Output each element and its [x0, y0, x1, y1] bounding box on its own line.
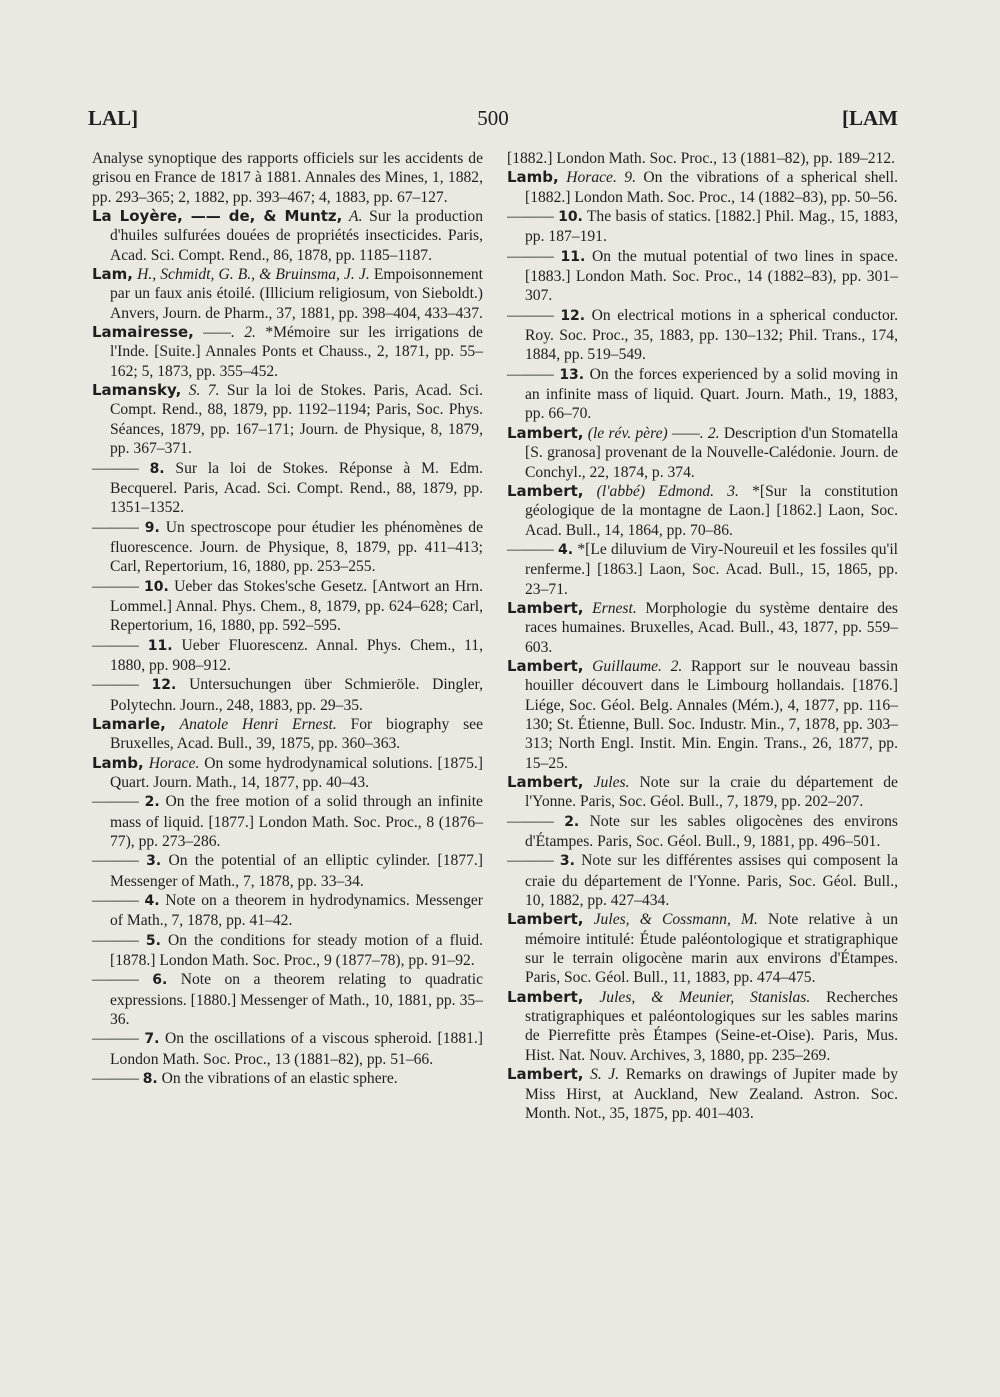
bibliography-entry: ——— 10. The basis of statics. [1882.] Phil. Mag., 15, 1883, pp. 187–191. — [507, 208, 898, 246]
bibliography-entry — [507, 1065, 898, 1123]
bibliography-entry — [507, 657, 898, 773]
entry-text: Note sur la craie du département de l'Yonne. Paris, Soc. Géol. Bull., 7, 1879, pp. 202–207. — [525, 774, 898, 811]
entry-number: 3. — [559, 853, 575, 870]
author-given: Jules, & Cossmann, M. — [593, 911, 758, 929]
bibliography-entry — [92, 381, 483, 458]
entry-number: 4. — [144, 893, 160, 910]
bibliography-entry — [92, 754, 483, 793]
entry-text: Empoisonnement par un faux anis étoilé. (Illicium religiosum, von Sieboldt.) Anvers, Journ. de Pharm., 37, 1881, pp. 398–404, 433–437. — [110, 266, 483, 322]
bibliography-entry — [507, 773, 898, 812]
entry-text: On the potential of an elliptic cylinder. [1877.] Messenger of Math., 7, 1878, pp. 33–34. — [110, 852, 483, 890]
author-name: Lambert, — [507, 598, 584, 617]
entry-text: Morphologie du système dentaire des races humaines. Bruxelles, Acad. Bull., 43, 1877, pp. 559–603. — [525, 599, 898, 656]
author-given: ——. 2. — [203, 324, 256, 342]
bibliography-entry: ——— 8. On the vibrations of an elastic sphere. — [92, 1070, 398, 1088]
entry-text: On the mutual potential of two lines in space. [1883.] London Math. Soc. Proc., 14 (1882–83), pp. 301–307. — [525, 247, 898, 305]
author-name: Lamairesse, — [92, 323, 194, 342]
entry-text: On some hydrodynamical solutions. [1875.] Quart. Journ. Math., 14, 1877, pp. 40–43. — [110, 754, 484, 791]
entry-number: 10. — [144, 578, 169, 595]
entry-text: Note relative à un mémoire intitulé: Étude paléontologique et stratigraphique sur le terrain oligocène marin aux environs d'Étampes. Paris, Soc. Géol. Bull., 11, 1883, pp. 474–475. — [525, 911, 898, 987]
entry-text: Note sur les sables oligocènes des environs d'Étampes. Paris, Soc. Géol. Bull., 9, 1881, pp. 496–501. — [525, 812, 898, 851]
bibliography-entry — [507, 482, 898, 540]
author-name: Lamb, — [507, 168, 559, 187]
entry-text: The basis of statics. [1882.] Phil. Mag., 15, 1883, pp. 187–191. — [525, 208, 898, 246]
entry-number: 11. — [560, 248, 586, 265]
entry-text: Note on a theorem relating to quadratic expressions. [1880.] Messenger of Math., 10, 1881, pp. 35–36. — [110, 971, 483, 1029]
author-given: (l'abbé) Edmond. 3. — [596, 482, 739, 500]
author-given: Guillaume. 2. — [592, 657, 683, 675]
entry-text: Ueber Fluorescenz. Annal. Phys. Chem., 11, 1880, pp. 908–912. — [110, 636, 483, 674]
entry-number: 6. — [152, 972, 168, 989]
entry-number: 7. — [144, 1031, 160, 1048]
entry-text: Sur la loi de Stokes. Paris, Acad. Sci. Compt. Rend., 88, 1879, pp. 1192–1194; Paris, Soc. Phys. Séances, 1879, pp. 167–171; Journ. de Physique, 8, 1879, pp. 367–371. — [110, 382, 483, 458]
author-given: Jules. — [593, 774, 630, 791]
author-given: (le rév. père) ——. 2. — [587, 424, 720, 442]
author-name: Lambert, — [507, 423, 584, 442]
author-given: S. J. — [590, 1066, 620, 1084]
bibliography-entry: ——— 4. *[Le diluvium de Viry-Noureuil et les fossiles qu'il renferme.] [1863.] Laon, Soc. Acad. Bull., 15, 1865, pp. 23–71. — [507, 540, 899, 598]
entry-number: 4. — [558, 541, 574, 558]
bibliography-entry — [507, 168, 898, 207]
entry-number: 9. — [144, 519, 160, 536]
bibliography-entry — [92, 715, 483, 754]
bibliography-entry: ——— 10. Ueber das Stokes'sche Gesetz. [Antwort an Hrn. Lommel.] Annal. Phys. Chem., 8, 1879, pp. 624–628; Carl, Repertorium, 16, 1880, pp. 592–595. — [92, 577, 483, 635]
header-right: [LAM — [842, 106, 898, 130]
entry-number: 10. — [558, 209, 583, 226]
bibliography-entry — [92, 323, 483, 381]
author-given: Ernest. — [592, 599, 637, 617]
entry-text: Sur la loi de Stokes. Réponse à M. Edm. Becquerel. Paris, Acad. Sci. Compt. Rend., 88, 1879, pp. 1351–1352. — [110, 459, 483, 517]
entry-text: Remarks on drawings of Jupiter made by Miss Hirst, at Auckland, New Zealand. Astron. Soc. Month. Not., 35, 1875, pp. 401–403. — [525, 1066, 898, 1122]
author-name: Lambert, — [507, 910, 584, 929]
entry-continuation — [507, 149, 898, 168]
bibliography-entry: ——— 12. On electrical motions in a spherical conductor. Roy. Soc. Proc., 35, 1883, pp. 130–132; Phil. Trans., 174, 1884, pp. 519–549. — [507, 306, 898, 364]
left-column — [92, 149, 483, 1090]
entry-number: 8. — [142, 1071, 158, 1088]
author-given: S. 7. — [188, 382, 220, 400]
entry-text: *[Sur la constitution géologique de la montagne de Laon.] [1862.] Laon, Soc. Acad. Bull., 14, 1864, pp. 70–86. — [525, 482, 899, 539]
author-given: H., Schmidt, G. B., & Bruinsma, J. J. — [137, 266, 370, 284]
author-given: Horace. 9. — [566, 169, 636, 187]
entry-text: *Mémoire sur les irrigations de l'Inde. [Suite.] Annales Ponts et Chauss., 2, 1871, pp. 55–162; 5, 1873, pp. 355–452. — [110, 324, 483, 380]
bibliography-entry: ——— 2. Note sur les sables oligocènes des environs d'Étampes. Paris, Soc. Géol. Bull., 9, 1881, pp. 496–501. — [507, 812, 898, 851]
bibliography-entry: ——— 9. Un spectroscope pour étudier les phénomènes de fluorescence. Journ. de Physique, 8, 1879, pp. 411–413; Carl, Repertorium, 16, 1880, pp. 253–255. — [92, 518, 483, 576]
bibliography-entry: ——— 5. On the conditions for steady motion of a fluid. [1878.] London Math. Soc. Proc., 9 (1877–78), pp. 91–92. — [92, 931, 483, 970]
entry-text: Note on a theorem in hydrodynamics. Messenger of Math., 7, 1878, pp. 41–42. — [110, 892, 483, 930]
entry-text: On the free motion of a solid through an infinite mass of liquid. [1877.] London Math. Soc. Proc., 8 (1876–77), pp. 273–286. — [110, 793, 483, 851]
entry-continuation — [92, 149, 483, 207]
bibliography-entry: ——— 4. Note on a theorem in hydrodynamics. Messenger of Math., 7, 1878, pp. 41–42. — [92, 892, 483, 930]
entry-number: 11. — [147, 637, 173, 654]
entry-text: Ueber das Stokes'sche Gesetz. [Antwort an Hrn. Lommel.] Annal. Phys. Chem., 8, 1879, pp. 624–628; Carl, Repertorium, 16, 1880, pp. 592–595. — [110, 577, 483, 635]
author-name: Lambert, — [507, 656, 584, 675]
bibliography-entry: ——— 3. On the potential of an elliptic cylinder. [1877.] Messenger of Math., 7, 1878, pp. 33–34. — [92, 852, 483, 890]
author-given: Jules, & Meunier, Stanislas. — [599, 988, 811, 1006]
author-name: Lambert, — [507, 773, 584, 791]
bibliography-entry: ——— 6. Note on a theorem relating to quadratic expressions. [1880.] Messenger of Math., 10, 1881, pp. 35–36. — [92, 971, 483, 1029]
bibliography-entry — [507, 988, 898, 1065]
bibliography-entry: ——— 12. Untersuchungen über Schmieröle. Dingler, Polytechn. Journ., 248, 1883, pp. 29–35. — [92, 676, 483, 714]
bibliography-entry: ——— 11. On the mutual potential of two lines in space. [1883.] London Math. Soc. Proc., 14 (1882–83), pp. 301–307. — [507, 247, 898, 305]
bibliography-entry — [507, 424, 898, 482]
author-name: Lambert, — [507, 481, 584, 500]
page-number: 500 — [477, 106, 509, 130]
author-name: La Loyère, —— de, & Muntz, — [92, 207, 343, 226]
entry-text: Description d'un Stomatella [S. granosa] provenant de la Nouvelle-Calédonie. Journ. de Conchyl., 22, 1874, p. 374. — [525, 424, 898, 481]
entry-text: Note sur les différentes assises qui composent la craie du département de l'Yonne. Paris, Soc. Géol. Bull., 10, 1882, pp. 427–434. — [525, 852, 899, 910]
entry-text: Analyse synoptique des rapports officiels sur les accidents de grisou en France de 1817 à 1881. Annales des Mines, 1, 1882, pp. 293–365; 2, 1882, pp. 393–467; 4, 1883, pp. 67–127. — [92, 150, 483, 206]
entry-text: For biography see Bruxelles, Acad. Bull., 39, 1875, pp. 360–363. — [110, 715, 483, 753]
entry-text: On the forces experienced by a solid moving in an infinite mass of liquid. Quart. Journ. Math., 19, 1883, pp. 66–70. — [525, 365, 898, 423]
entry-number: 2. — [564, 813, 580, 830]
bibliography-entry — [92, 207, 483, 265]
right-column — [507, 149, 898, 1123]
header-left: LAL] — [88, 106, 139, 130]
entry-text: *[Le diluvium de Viry-Noureuil et les fossiles qu'il renferme.] [1863.] Laon, Soc. Acad. Bull., 15, 1865, pp. 23–71. — [525, 540, 899, 598]
entry-number: 2. — [144, 794, 160, 811]
author-name: Lam, — [92, 265, 134, 284]
entry-text: Rapport sur le nouveau bassin houiller découvert dans le Limbourg hollandais. [1876.] Liége, Soc. Géol. Belg. Annales (Mém.), 4, 1877, pp. 116–130; St. Étienne, Bull. Soc. Industr. Min., 7, 1878, pp. 303–313; North Engl. Instit. Min. Engin. Trans., 26, 1877, pp. 15–25. — [525, 657, 898, 772]
bibliography-entry — [92, 265, 483, 323]
bibliography-entry: ——— 3. Note sur les différentes assises qui composent la craie du département de l'Yonne. Paris, Soc. Géol. Bull., 10, 1882, pp. 427–434. — [507, 852, 899, 910]
author-name: Lamansky, — [92, 381, 182, 400]
entry-number: 13. — [559, 366, 585, 383]
running-header — [88, 106, 898, 136]
bibliography-entry: ——— 2. On the free motion of a solid through an infinite mass of liquid. [1877.] London Math. Soc. Proc., 8 (1876–77), pp. 273–286. — [92, 793, 483, 851]
bibliography-entry: ——— 7. On the oscillations of a viscous spheroid. [1881.] London Math. Soc. Proc., 13 (1881–82), pp. 51–66. — [92, 1030, 484, 1068]
entry-text: On the vibrations of a spherical shell. [1882.] London Math. Soc. Proc., 14 (1882–83), pp. 50–56. — [525, 169, 898, 206]
author-given: A. — [349, 208, 363, 226]
bibliography-entry: ——— 8. Sur la loi de Stokes. Réponse à M. Edm. Becquerel. Paris, Acad. Sci. Compt. Rend., 88, 1879, pp. 1351–1352. — [92, 459, 483, 517]
entry-text: Untersuchungen über Schmieröle. Dingler, Polytechn. Journ., 248, 1883, pp. 29–35. — [110, 676, 483, 714]
entry-text: Un spectroscope pour étudier les phénomènes de fluorescence. Journ. de Physique, 8, 1879, pp. 411–413; Carl, Repertorium, 16, 1880, pp. 253–255. — [110, 518, 483, 576]
entry-number: 3. — [146, 853, 162, 870]
author-name: Lamb, — [92, 753, 144, 772]
entry-text: On the vibrations of an elastic sphere. — [161, 1070, 398, 1088]
entry-text: On the conditions for steady motion of a fluid. [1878.] London Math. Soc. Proc., 9 (1877–78), pp. 91–92. — [110, 931, 483, 970]
entry-text: Recherches stratigraphiques et paléontologiques sur les sables marins de Pierrefitte près Étampes (Seine-et-Oise). Paris, Mus. Hist. Nat. Nouv. Archives, 3, 1880, pp. 235–269. — [525, 988, 899, 1064]
entry-number: 8. — [149, 460, 165, 477]
bibliography-entry — [507, 910, 898, 987]
entry-number: 12. — [151, 677, 177, 694]
bibliography-entry: ——— 13. On the forces experienced by a solid moving in an infinite mass of liquid. Quart. Journ. Math., 19, 1883, pp. 66–70. — [507, 365, 898, 423]
entry-text: Sur la production d'huiles sulfurées douées de propriétés insecticides. Paris, Acad. Sci. Compt. Rend., 86, 1878, pp. 1185–1187. — [110, 208, 484, 264]
entry-number: 5. — [145, 932, 161, 949]
bibliography-entry: ——— 11. Ueber Fluorescenz. Annal. Phys. Chem., 11, 1880, pp. 908–912. — [92, 636, 483, 674]
author-name: Lambert, — [507, 987, 584, 1006]
entry-text: [1882.] London Math. Soc. Proc., 13 (1881–82), pp. 189–212. — [507, 150, 896, 167]
author-name: Lamarle, — [92, 714, 166, 733]
entry-text: On the oscillations of a viscous spheroid. [1881.] London Math. Soc. Proc., 13 (1881–82), pp. 51–66. — [110, 1030, 484, 1068]
bibliography-entry — [507, 599, 898, 657]
author-given: Anatole Henri Ernest. — [179, 715, 337, 733]
author-name: Lambert, — [507, 1065, 584, 1084]
entry-text: On electrical motions in a spherical conductor. Roy. Soc. Proc., 35, 1883, pp. 130–132; Phil. Trans., 174, 1884, pp. 519–549. — [525, 306, 898, 364]
entry-number: 12. — [560, 307, 586, 324]
author-given: Horace. — [148, 754, 200, 772]
